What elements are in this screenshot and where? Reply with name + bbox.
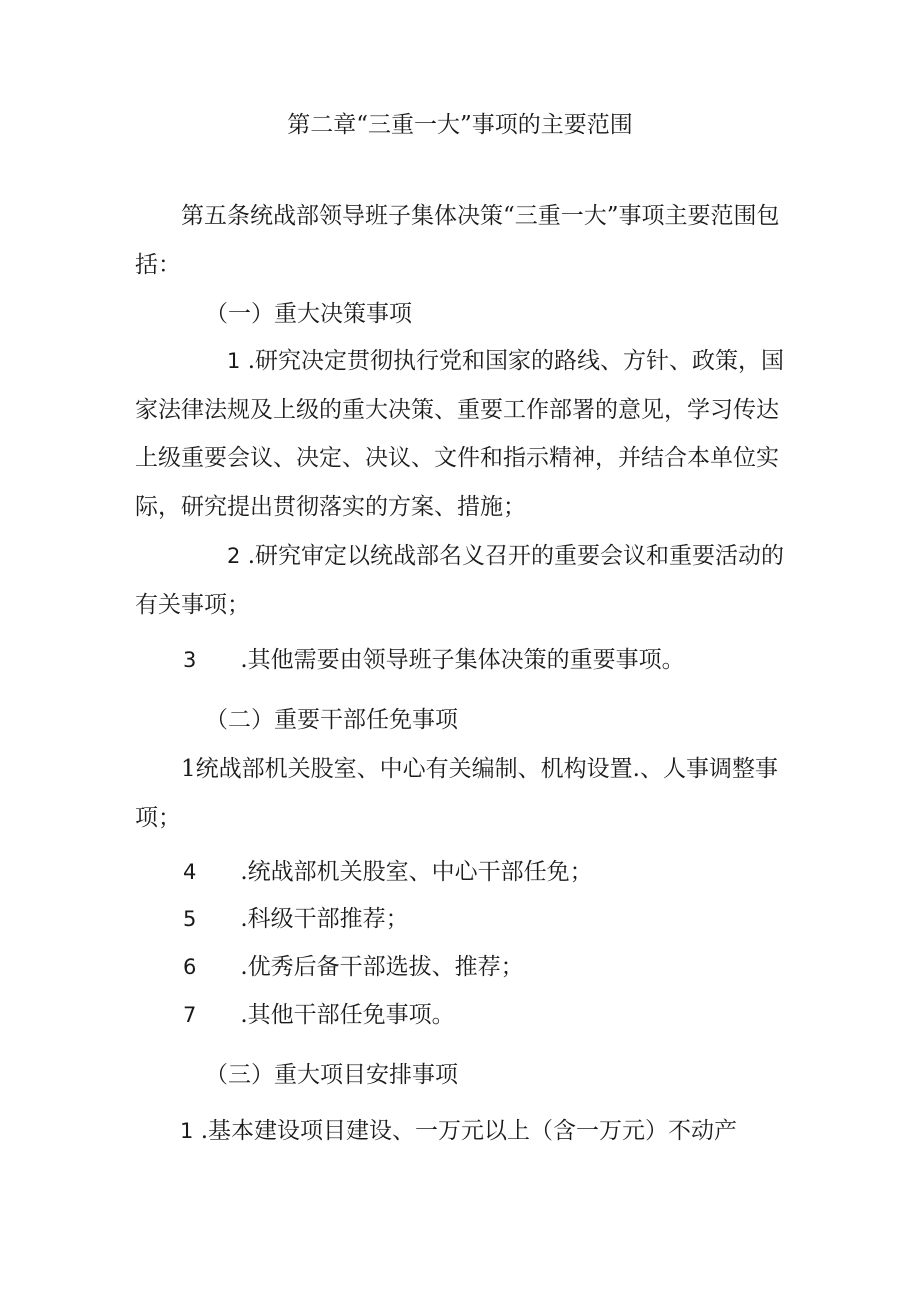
section-1-item-2 (135, 532, 795, 629)
item-number: 7 (183, 1003, 197, 1027)
item-text: .研究审定以统战部名义召开的重要会议和重要活动的有关事项； (135, 543, 784, 618)
item-text: .其他干部任免事项。 (240, 1002, 455, 1028)
item-text: .基本建设项目建设、一万元以上（含一万元）不动产 (200, 1118, 737, 1144)
section-2-item-1: 1统战部机关股室、中心有关编制、机构设置.、人事调整事项； (135, 756, 778, 831)
item-text: .研究决定贯彻执行党和国家的路线、方针、政策，国家法律法规及上级的重大决策、重要工作部署的意见，学习传达上级重要会议、决定、决议、文件和指示精神，并结合本单位实际，研究提出贯彻落实的方案、措施； (135, 348, 784, 520)
item-number: 6 (183, 955, 197, 979)
section-2-heading: （二）重要干部任免事项 (205, 707, 458, 733)
section-1-item-1 (135, 337, 795, 531)
item-number: 2 (227, 544, 241, 568)
section-2-item-7 (183, 998, 455, 1032)
chapter-title: 第二章“三重一大”事项的主要范围 (287, 112, 633, 138)
item-number: 1 (180, 1119, 194, 1143)
item-text: .优秀后备干部选拔、推荐； (240, 954, 524, 980)
item-number: 3 (183, 648, 197, 672)
item-text: .统战部机关股室、中心干部任免； (240, 859, 593, 885)
item-number: 1 (227, 349, 241, 373)
item-text: .科级干部推荐； (240, 906, 409, 932)
item-text: .其他需要由领导班子集体决策的重要事项。 (240, 647, 685, 673)
section-1-item-3 (183, 643, 685, 677)
item-number: 5 (183, 907, 197, 931)
section-3-heading: （三）重大项目安排事项 (205, 1062, 458, 1088)
section-2-item-4 (183, 855, 593, 889)
section-1-heading: （一）重大决策事项 (205, 301, 412, 327)
item-number: 4 (183, 860, 197, 884)
article-5-paragraph: 第五条统战部领导班子集体决策“三重一大”事项主要范围包括： (135, 203, 780, 278)
section-2-item-5 (183, 902, 409, 936)
section-2-item-6 (183, 950, 524, 984)
section-3-item-1 (180, 1114, 737, 1148)
